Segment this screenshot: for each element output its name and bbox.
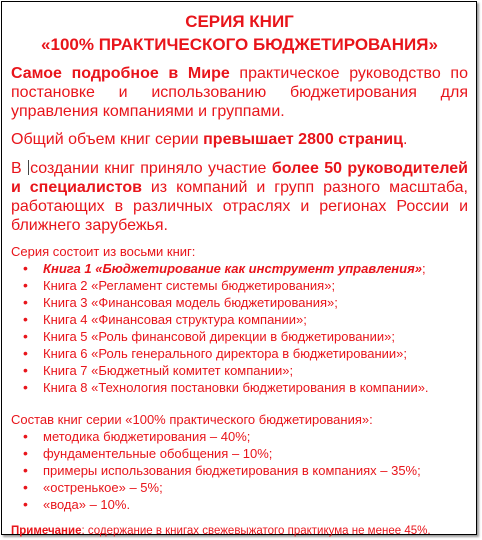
book-1-tail: ; (422, 261, 426, 276)
bullet-icon: • (23, 445, 28, 461)
bullet-icon: • (23, 311, 28, 327)
bullet-icon: • (23, 462, 28, 478)
list-item (23, 260, 468, 277)
list-item (23, 445, 468, 462)
intro-bold: Самое подробное в Мире (11, 65, 230, 82)
contributors-text: из компаний и групп разного масштаба, работающих в различных отраслях и регионах России и ближнего зарубежья. (11, 179, 468, 234)
contributors-paragraph (11, 159, 468, 235)
composition-list (11, 428, 468, 513)
bullet-icon: • (23, 260, 28, 276)
bullet-icon: • (23, 496, 28, 512)
book-5-title: Книга 5 «Роль финансовой дирекции в бюджетировании»; (43, 329, 395, 344)
book-1-title: Книга 1 «Бюджетирование как инструмент управления» (43, 261, 422, 276)
bullet-icon: • (23, 362, 28, 378)
books-heading: Серия состоит из восьми книг: (11, 244, 196, 259)
volume-lead: Общий объем книг серии (11, 131, 204, 148)
bullet-icon: • (23, 479, 28, 495)
bullet-icon: • (23, 328, 28, 344)
intro-paragraph (11, 64, 468, 121)
text-cursor (28, 160, 29, 175)
composition-item: «вода» – 10%. (43, 497, 131, 512)
book-4-title: Книга 4 «Финансовая структура компании»; (43, 312, 307, 327)
bullet-icon: • (23, 428, 28, 444)
composition-heading: Состав книг серии «100% практического бюджетирования»: (11, 412, 373, 427)
document-page (1, 1, 477, 535)
books-list (11, 260, 468, 396)
book-3-title: Книга 3 «Финансовая модель бюджетирования»; (43, 295, 338, 310)
bullet-icon: • (23, 379, 28, 395)
book-8-title: Книга 8 «Технология постановки бюджетирования в компании». (43, 380, 429, 395)
list-item (23, 496, 468, 513)
series-title (11, 10, 468, 56)
list-item (23, 328, 468, 345)
list-item (23, 362, 468, 379)
bullet-icon: • (23, 277, 28, 293)
title-line-1: СЕРИЯ КНИГ (185, 12, 294, 31)
note-label: Примечание (11, 525, 82, 537)
list-item (23, 428, 468, 445)
book-7-title: Книга 7 «Бюджетный комитет компании»; (43, 363, 294, 378)
note-text: : содержание в книгах свежевыжатого практикума не менее 45%. (81, 525, 431, 537)
contributors-lead-a: В (11, 160, 28, 177)
list-item (23, 294, 468, 311)
bullet-icon: • (23, 294, 28, 310)
list-item (23, 311, 468, 328)
contributors-bold: более 50 руководителей и специалистов (11, 160, 469, 196)
contributors-lead-b: создании книг приняло участие (30, 160, 272, 177)
bullet-icon: • (23, 345, 28, 361)
list-item (23, 345, 468, 362)
book-6-title: Книга 6 «Роль генерального директора в бюджетировании»; (43, 346, 407, 361)
title-line-2: «100% ПРАКТИЧЕСКОГО БЮДЖЕТИРОВАНИЯ» (41, 35, 438, 54)
note (11, 524, 468, 539)
list-item (23, 277, 468, 294)
list-item (23, 479, 468, 496)
list-item (23, 379, 468, 396)
intro-text: практическое руководство по постановке и использованию бюджетирования для управления компаниями и группами. (11, 65, 468, 120)
list-item (23, 462, 468, 479)
book-2-title: Книга 2 «Регламент системы бюджетирования»; (43, 278, 336, 293)
volume-paragraph (11, 130, 468, 149)
composition-item: «остренькое» – 5%; (43, 480, 163, 495)
composition-item: методика бюджетирования – 40%; (43, 429, 251, 444)
composition-item: фундаментельные обобщения – 10%; (43, 446, 273, 461)
composition-item: примеры использования бюджетирования в компаниях – 35%; (43, 463, 421, 478)
volume-bold: превышает 2800 страниц (203, 131, 403, 148)
volume-tail: . (402, 131, 408, 148)
